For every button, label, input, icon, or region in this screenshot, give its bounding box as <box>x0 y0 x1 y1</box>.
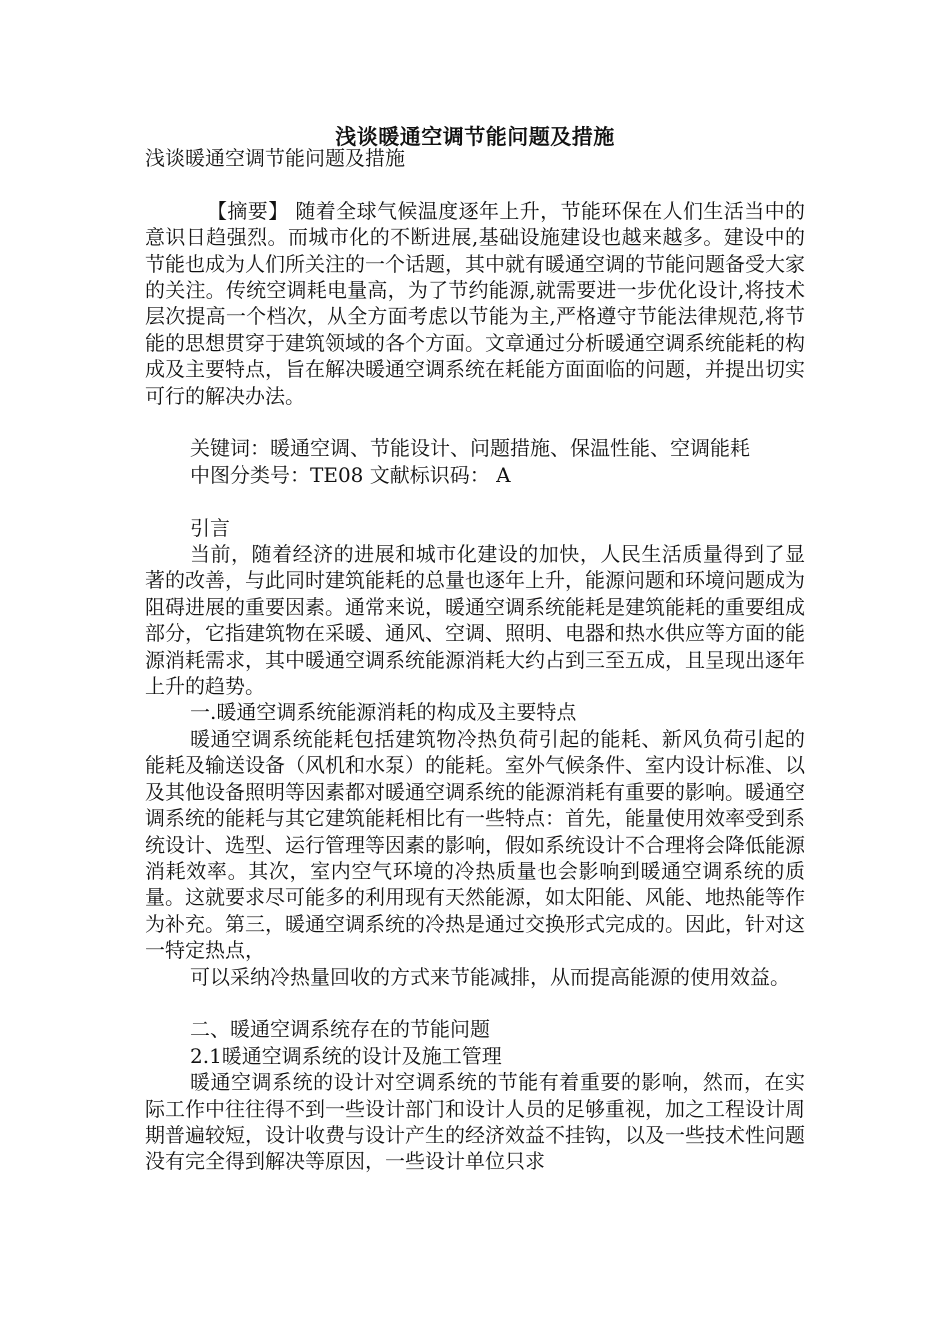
keywords-paragraph: 关键词：暖通空调、节能设计、问题措施、保温性能、空调能耗 <box>190 436 750 461</box>
abstract-paragraph: 【摘要】 随着全球气候温度逐年上升，节能环保在人们生活当中的意识日趋强烈。而城市化的不断进展,基础设施建设也越来越多。建设中的节能也成为人们所关注的一个话题，其中就有暖通空调的节能问题备受大家的关注。传统空调耗电量高，为了节约能源,就需要进一步优化设计,将技术层次提高一个档次，从全方面考虑以节能为主,严格遵守节能法律规范,将节能的思想贯穿于建筑领域的各个方面。文章通过分析暖通空调系统能耗的构成及主要特点，旨在解决暖通空调系统在耗能方面面临的问题，并提出切实可行的解决办法。 <box>145 198 805 408</box>
section2-heading: 二、暖通空调系统存在的节能问题 <box>190 1017 490 1042</box>
intro-paragraph: 当前，随着经济的进展和城市化建设的加快，人民生活质量得到了显著的改善，与此同时建筑能耗的总量也逐年上升，能源问题和环境问题成为阻碍进展的重要因素。通常来说，暖通空调系统能耗是建筑能耗的重要组成部分，它指建筑物在采暖、通风、空调、照明、电器和热水供应等方面的能源消耗需求，其中暖通空调系统能源消耗大约占到三至五成，且呈现出逐年上升的趋势。 <box>145 542 805 699</box>
document-subtitle: 浅谈暖通空调节能问题及措施 <box>145 146 405 170</box>
spacer <box>145 171 805 197</box>
document-title: 浅谈暖通空调节能问题及措施 <box>335 124 615 149</box>
section1-paragraph: 暖通空调系统能耗包括建筑物冷热负荷引起的能耗、新风负荷引起的能耗及输送设备（风机和水泵）的能耗。室外气候条件、室内设计标准、以及其他设备照明等因素都对暖通空调系统的能源消耗有重要的影响。暖通空调系统的能耗与其它建筑能耗相比有一些特点：首先，能量使用效率受到系统设计、选型、运行管理等因素的影响，假如系统设计不合理将会降低能源消耗效率。其次，室内空气环境的冷热质量也会影响到暖通空调系统的质量。这就要求尽可能多的利用现有天然能源，如太阳能、风能、地热能等作为补充。第三，暖通空调系统的冷热是通过交换形式完成的。因此，针对这一特定热点， <box>145 726 805 963</box>
spacer <box>145 990 805 1016</box>
intro-heading: 引言 <box>190 515 230 540</box>
section2-1-paragraph: 暖通空调系统的设计对空调系统的节能有着重要的影响，然而，在实际工作中往往得不到一些设计部门和设计人员的足够重视，加之工程设计周期普遍较短，设计收费与设计产生的经济效益不挂钩，以及一些技术性问题没有完全得到解决等原因，一些设计单位只求 <box>145 1070 805 1174</box>
section1-paragraph-2: 可以采纳冷热量回收的方式来节能减排，从而提高能源的使用效益。 <box>190 964 790 989</box>
classification-line: 中图分类号：TE08 文献标识码： A <box>190 462 511 487</box>
section1-heading: 一.暖通空调系统能源消耗的构成及主要特点 <box>190 700 577 725</box>
document-body <box>145 145 805 1175</box>
spacer <box>145 409 805 435</box>
spacer <box>145 488 805 514</box>
section2-1-heading: 2.1暖通空调系统的设计及施工管理 <box>190 1043 502 1068</box>
